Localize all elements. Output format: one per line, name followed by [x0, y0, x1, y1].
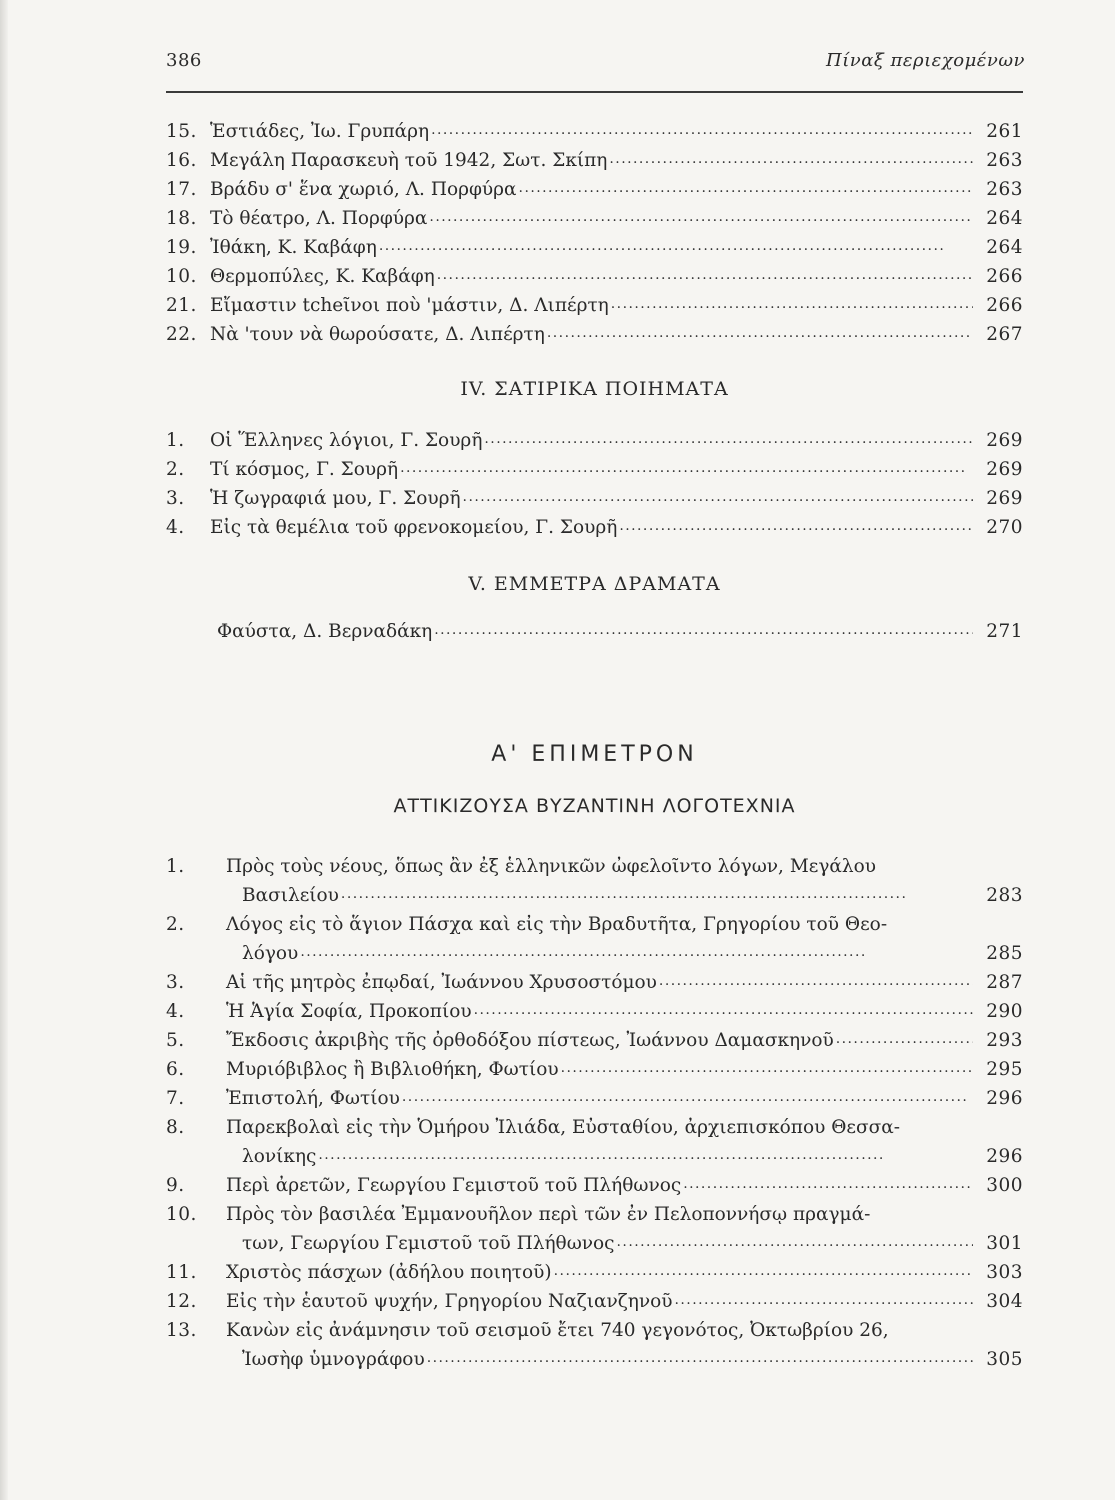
entry-title: Περὶ ἀρετῶν, Γεωργίου Γεμιστοῦ τοῦ Πλήθωνος — [226, 1175, 682, 1196]
entry-title: Μεγάλη Παρασκευὴ τοῦ 1942, Σωτ. Σκίπη — [210, 150, 608, 171]
entry-page: 266 — [986, 295, 1023, 316]
entry-number: 6. — [166, 1059, 185, 1080]
dot-leader — [484, 427, 973, 447]
section-iv-list — [166, 426, 1023, 542]
toc-entry — [166, 997, 1023, 1026]
entry-page: 269 — [986, 488, 1023, 509]
dot-leader — [519, 176, 973, 196]
entry-title: Εἴμαστιν tcheῖνοι ποὺ 'μάστιν, Δ. Λιπέρτη — [210, 295, 609, 316]
toc-entry — [166, 617, 1023, 646]
entry-page: 305 — [986, 1349, 1023, 1370]
dot-leader — [402, 1085, 973, 1105]
entry-page: 304 — [986, 1291, 1023, 1312]
entry-number: 21. — [166, 295, 197, 316]
entry-page: 287 — [986, 972, 1023, 993]
entry-title: Πρὸς τὸν βασιλέα Ἐμμανουῆλον περὶ τῶν ἐν Πελοποννήσῳ πραγμά- — [226, 1204, 871, 1225]
entry-number: 22. — [166, 324, 197, 345]
entry-page: 264 — [986, 208, 1023, 229]
dot-leader — [675, 1288, 974, 1308]
dot-leader — [617, 1230, 973, 1250]
dot-leader — [429, 205, 973, 225]
toc-entry — [166, 146, 1023, 175]
entry-title: Κανὼν εἰς ἀνάμνησιν τοῦ σεισμοῦ ἔτει 740 γεγονότος, Ὀκτωβρίου 26, — [226, 1320, 889, 1341]
toc-entry — [166, 1200, 1023, 1229]
epimetron-heading: Α' ΕΠΙΜΕΤΡΟΝ — [491, 742, 698, 767]
entry-number: 19. — [166, 237, 197, 258]
entry-title: Οἱ Ἕλληνες λόγιοι, Γ. Σουρῆ — [210, 430, 483, 451]
dot-leader — [619, 514, 973, 534]
toc-entry — [166, 1171, 1023, 1200]
toc-entry — [166, 320, 1023, 349]
dot-leader — [683, 1172, 973, 1192]
toc-entry — [166, 455, 1023, 484]
dot-leader — [318, 1143, 973, 1163]
entry-number: 3. — [166, 972, 185, 993]
toc-entry — [166, 1113, 1023, 1142]
toc-entry-continuation — [166, 1142, 1023, 1171]
entry-title: Ἰθάκη, Κ. Καβάφη — [210, 237, 377, 258]
entry-title: Ἡ ζωγραφιά μου, Γ. Σουρῆ — [210, 488, 461, 509]
entry-page: 271 — [986, 621, 1023, 642]
dot-leader — [474, 998, 973, 1018]
toc-entry-continuation — [166, 1345, 1023, 1374]
toc-entry — [166, 1316, 1023, 1345]
toc-entry-continuation — [166, 1229, 1023, 1258]
entry-page: 261 — [986, 121, 1023, 142]
toc-entry — [166, 1084, 1023, 1113]
entry-page: 263 — [986, 179, 1023, 200]
dot-leader — [400, 456, 973, 476]
entry-page: 290 — [986, 1001, 1023, 1022]
entry-title: Παρεκβολαὶ εἰς τὴν Ὁμήρου Ἰλιάδα, Εὐσταθίου, ἀρχιεπισκόπου Θεσσα- — [226, 1117, 900, 1138]
entry-number: 11. — [166, 1262, 197, 1283]
toc-entry — [166, 1055, 1023, 1084]
toc-entry — [166, 852, 1023, 881]
toc-entry — [166, 426, 1023, 455]
entry-page: 303 — [986, 1262, 1023, 1283]
entry-title: Φαύστα, Δ. Βερναδάκη — [217, 621, 433, 642]
toc-entry — [166, 262, 1023, 291]
entry-title: Ἑστιάδες, Ἰω. Γρυπάρη — [210, 121, 430, 142]
entry-title-cont: των, Γεωργίου Γεμιστοῦ τοῦ Πλήθωνος — [242, 1233, 615, 1254]
toc-entry-continuation — [166, 881, 1023, 910]
toc-entry — [166, 291, 1023, 320]
dot-leader — [427, 1346, 973, 1366]
entry-page: 266 — [986, 266, 1023, 287]
entry-page: 263 — [986, 150, 1023, 171]
entry-number: 5. — [166, 1030, 185, 1051]
dot-leader — [434, 618, 973, 638]
dot-leader — [431, 118, 973, 138]
entry-page: 285 — [986, 943, 1023, 964]
entry-page: 296 — [986, 1088, 1023, 1109]
entry-page: 283 — [986, 885, 1023, 906]
entry-title: Τί κόσμος, Γ. Σουρῆ — [210, 459, 399, 480]
toc-entry — [166, 1287, 1023, 1316]
dot-leader — [547, 321, 973, 341]
entry-page: 296 — [986, 1146, 1023, 1167]
entry-page: 301 — [986, 1233, 1023, 1254]
entry-number: 15. — [166, 121, 197, 142]
entry-page: 300 — [986, 1175, 1023, 1196]
entry-title-cont: Ἰωσὴφ ὑμνογράφου — [242, 1349, 425, 1370]
section-a-list — [166, 117, 1023, 349]
entry-title: Βράδυ σ' ἕνα χωριό, Λ. Πορφύρα — [210, 179, 517, 200]
dot-leader — [659, 969, 973, 989]
page-number: 386 — [166, 50, 202, 71]
dot-leader — [561, 1056, 973, 1076]
entry-title: Λόγος εἰς τὸ ἅγιον Πάσχα καὶ εἰς τὴν Βραδυτῆτα, Γρηγορίου τοῦ Θεο- — [226, 914, 888, 935]
toc-entry — [166, 484, 1023, 513]
entry-title-cont: λόγου — [242, 943, 299, 964]
entry-number: 12. — [166, 1291, 197, 1312]
running-title: Πίναξ περιεχομένων — [826, 50, 1025, 71]
dot-leader — [379, 234, 973, 254]
entry-page: 264 — [986, 237, 1023, 258]
section-v-heading: V. ΕΜΜΕΤΡΑ ΔΡΑΜΑΤΑ — [468, 573, 721, 595]
toc-entry-continuation — [166, 939, 1023, 968]
page-edge — [0, 0, 8, 1500]
entry-number: 18. — [166, 208, 197, 229]
dot-leader — [611, 292, 973, 312]
section-v-list — [166, 617, 1023, 646]
entry-title: Ἔκδοσις ἀκριβὴς τῆς ὀρθοδόξου πίστεως, Ἰωάννου Δαμασκηνοῦ — [226, 1030, 834, 1051]
section-iv-heading: IV. ΣΑΤΙΡΙΚΑ ΠΟΙΗΜΑΤΑ — [460, 378, 729, 400]
toc-entry — [166, 1258, 1023, 1287]
header-rule — [166, 91, 1023, 93]
entry-number: 1. — [166, 430, 185, 451]
entry-title: Ἐπιστολή, Φωτίου — [226, 1088, 400, 1109]
epimetron-subheading: ΑΤΤΙΚΙΖΟΥΣΑ ΒΥΖΑΝΤΙΝΗ ΛΟΓΟΤΕΧΝΙΑ — [393, 795, 796, 817]
dot-leader — [609, 147, 973, 167]
entry-page: 293 — [986, 1030, 1023, 1051]
entry-number: 4. — [166, 1001, 185, 1022]
entry-number: 16. — [166, 150, 197, 171]
entry-title: Πρὸς τοὺς νέους, ὅπως ἂν ἐξ ἑλληνικῶν ὠφελοῖντο λόγων, Μεγάλου — [226, 856, 877, 877]
entry-number: 8. — [166, 1117, 185, 1138]
entry-page: 295 — [986, 1059, 1023, 1080]
entry-title: Χριστὸς πάσχων (ἀδήλου ποιητοῦ) — [226, 1262, 552, 1283]
entry-number: 2. — [166, 914, 185, 935]
entry-title: Θερμοπύλες, Κ. Καβάφη — [210, 266, 435, 287]
entry-page: 269 — [986, 430, 1023, 451]
entry-title-cont: Βασιλείου — [242, 885, 339, 906]
entry-number: 2. — [166, 459, 185, 480]
entry-page: 270 — [986, 517, 1023, 538]
dot-leader — [437, 263, 973, 283]
page-header — [166, 50, 1025, 76]
toc-entry — [166, 117, 1023, 146]
dot-leader — [463, 485, 973, 505]
entry-number: 17. — [166, 179, 197, 200]
entry-title-cont: λονίκης — [242, 1146, 317, 1167]
entry-title: Εἰς τὴν ἑαυτοῦ ψυχήν, Γρηγορίου Ναζιανζηνοῦ — [226, 1291, 673, 1312]
entry-number: 13. — [166, 1320, 197, 1341]
toc-entry — [166, 910, 1023, 939]
entry-number: 7. — [166, 1088, 185, 1109]
dot-leader — [836, 1027, 973, 1047]
entry-number: 10. — [166, 266, 197, 287]
toc-entry — [166, 175, 1023, 204]
entry-title: Ἡ Ἁγία Σοφία, Προκοπίου — [226, 1001, 472, 1022]
entry-number: 10. — [166, 1204, 197, 1225]
entry-title: Νὰ 'τουν νὰ θωρούσατε, Δ. Λιπέρτη — [210, 324, 545, 345]
entry-page: 269 — [986, 459, 1023, 480]
dot-leader — [554, 1259, 973, 1279]
entry-page: 267 — [986, 324, 1023, 345]
entry-title: Μυριόβιβλος ἢ Βιβλιοθήκη, Φωτίου — [226, 1059, 559, 1080]
entry-number: 3. — [166, 488, 185, 509]
entry-title: Τὸ θέατρο, Λ. Πορφύρα — [210, 208, 428, 229]
entry-title: Αἱ τῆς μητρὸς ἐπῳδαί, Ἰωάννου Χρυσοστόμου — [226, 972, 657, 993]
entry-number: 1. — [166, 856, 185, 877]
toc-entry — [166, 968, 1023, 997]
toc-entry — [166, 1026, 1023, 1055]
epimetron-list — [166, 852, 1023, 1374]
entry-number: 9. — [166, 1175, 185, 1196]
toc-entry — [166, 513, 1023, 542]
entry-title: Εἰς τὰ θεμέλια τοῦ φρενοκομείου, Γ. Σουρῆ — [210, 517, 618, 538]
entry-number: 4. — [166, 517, 185, 538]
toc-entry — [166, 233, 1023, 262]
dot-leader — [341, 882, 973, 902]
toc-entry — [166, 204, 1023, 233]
dot-leader — [300, 940, 973, 960]
